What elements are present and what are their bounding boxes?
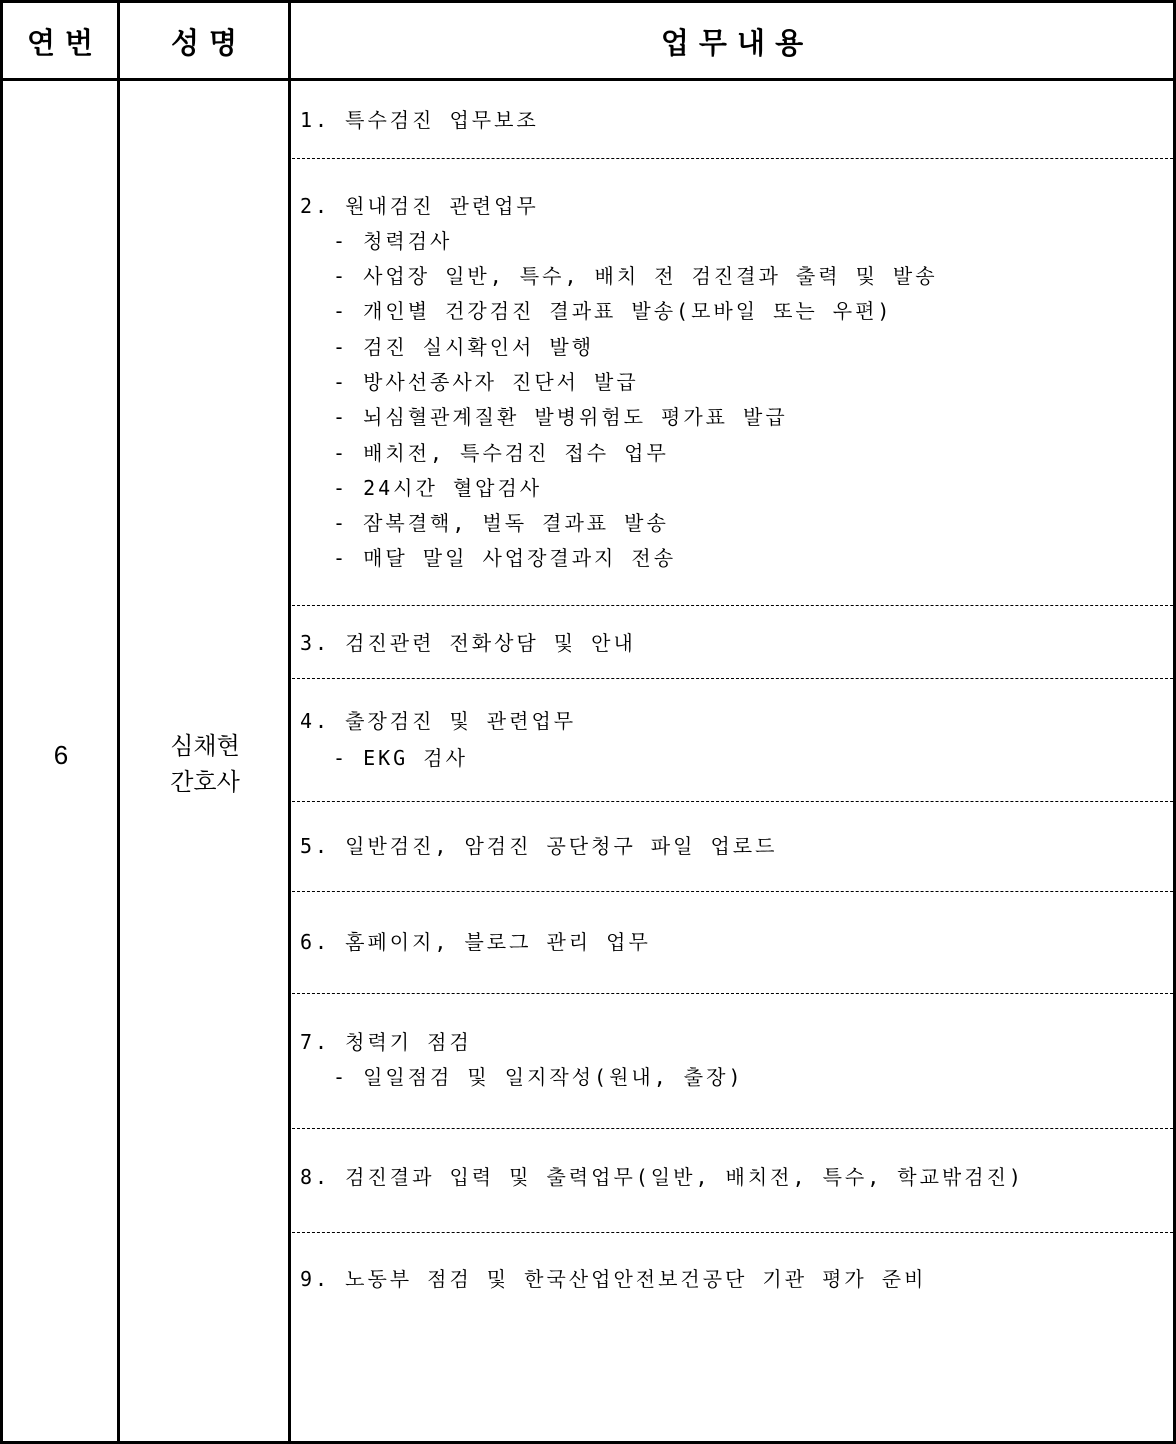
duty-title: 5. 일반검진, 암검진 공단청구 파일 업로드	[300, 834, 778, 858]
duty-title: 9. 노동부 점검 및 한국산업안전보건공단 기관 평가 준비	[300, 1267, 927, 1291]
duty-subitem: - 방사선종사자 진단서 발급	[333, 370, 639, 394]
duty-subitem: - 뇌심혈관계질환 발병위험도 평가표 발급	[333, 405, 788, 429]
duty-subitem: - 배치전, 특수검진 접수 업무	[333, 441, 669, 465]
duty-subitem: - 청력검사	[333, 229, 453, 253]
section-separator	[292, 678, 1173, 679]
duty-title: 7. 청력기 점검	[300, 1030, 472, 1054]
duty-subitem: - 잠복결핵, 벌독 결과표 발송	[333, 511, 669, 535]
duty-subitem: - EKG 검사	[333, 746, 468, 770]
duty-title: 3. 검진관련 전화상담 및 안내	[300, 631, 636, 655]
column-divider	[117, 0, 120, 1444]
duty-title: 6. 홈페이지, 블로그 관리 업무	[300, 930, 651, 954]
header-number: 연 번	[26, 26, 94, 60]
duty-subitem: - 개인별 건강검진 결과표 발송(모바일 또는 우편)	[333, 299, 893, 323]
section-separator	[292, 1128, 1173, 1129]
section-separator	[292, 801, 1173, 802]
duty-title: 1. 특수검진 업무보조	[300, 108, 539, 132]
header-name: 성 명	[170, 26, 238, 60]
section-separator	[292, 605, 1173, 606]
employee-name-line2: 간호사	[170, 768, 240, 796]
employee-name	[122, 728, 288, 800]
duty-title: 4. 출장검진 및 관련업무	[300, 709, 577, 733]
duty-title: 8. 검진결과 입력 및 출력업무(일반, 배치전, 특수, 학교밖검진)	[300, 1165, 1024, 1189]
duty-subitem: - 매달 말일 사업장결과지 전송	[333, 546, 677, 570]
row-number: 6	[53, 740, 69, 770]
duty-subitem: - 사업장 일반, 특수, 배치 전 검진결과 출력 및 발송	[333, 264, 938, 288]
section-separator	[292, 993, 1173, 994]
header-duties: 업 무 내 용	[660, 26, 804, 60]
duty-title: 2. 원내검진 관련업무	[300, 194, 539, 218]
section-separator	[292, 158, 1173, 159]
section-separator	[292, 1232, 1173, 1233]
duty-subitem: - 24시간 혈압검사	[333, 476, 543, 500]
section-separator	[292, 891, 1173, 892]
duty-subitem: - 검진 실시확인서 발행	[333, 335, 595, 359]
employee-name-line1: 심채현	[170, 732, 240, 760]
duty-subitem: - 일일점검 및 일지작성(원내, 출장)	[333, 1065, 744, 1089]
column-divider	[288, 0, 291, 1444]
